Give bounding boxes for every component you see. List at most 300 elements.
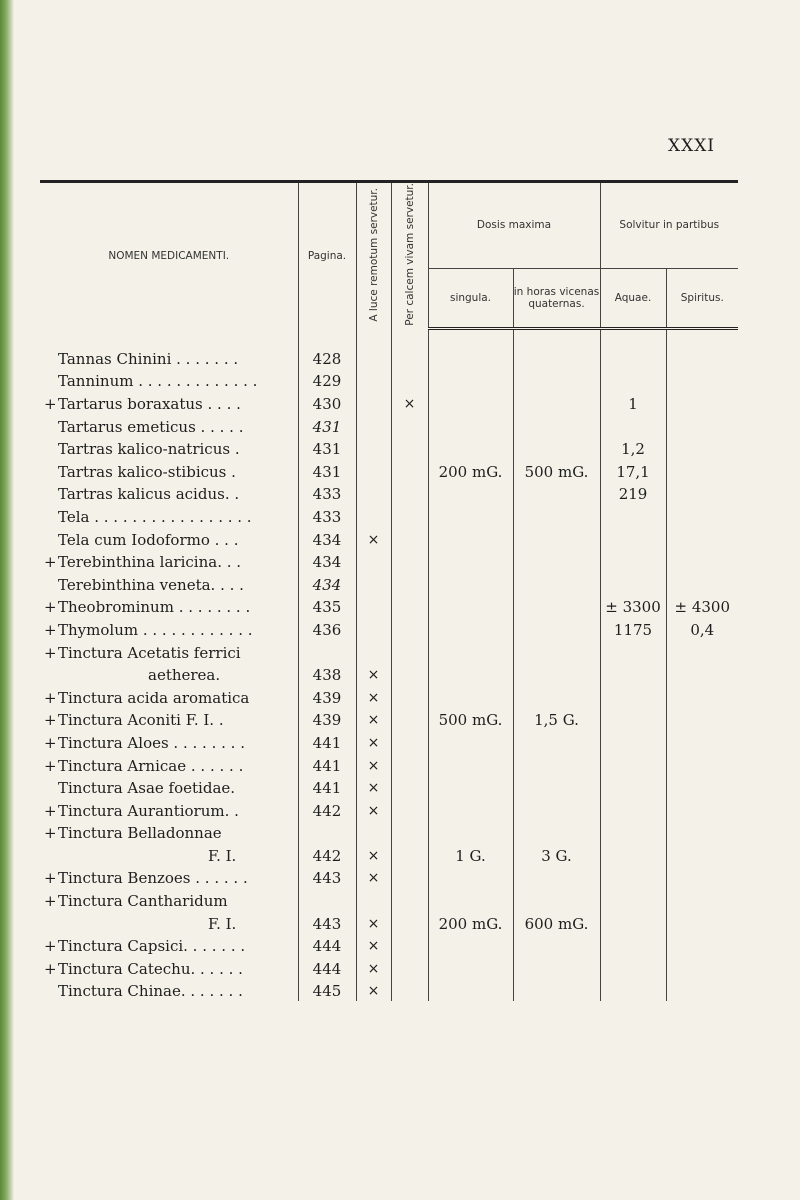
- table-row: [40, 934, 738, 957]
- lime-mark: [391, 708, 428, 731]
- page-cell: 430: [298, 391, 356, 414]
- solv-spirit: [666, 504, 738, 527]
- medicament-name: [40, 956, 298, 979]
- table-row: [40, 979, 738, 1002]
- solv-spirit: [666, 482, 738, 505]
- medicament-name: [40, 550, 298, 573]
- solv-water: 1,2: [600, 437, 666, 460]
- dose-daily: [513, 776, 600, 799]
- name-text: Terebinthina laricina. . .: [58, 553, 242, 572]
- medicament-name: [40, 369, 298, 392]
- lime-mark: [391, 640, 428, 663]
- medicament-name: [40, 504, 298, 527]
- table-row: [40, 663, 738, 686]
- dose-daily: [513, 572, 600, 595]
- solv-water: [600, 911, 666, 934]
- dose-daily: [513, 369, 600, 392]
- name-text: Tanninum . . . . . . . . . . . . .: [58, 372, 258, 391]
- lime-mark: [391, 911, 428, 934]
- lime-mark: [391, 482, 428, 505]
- medicament-name: [40, 414, 298, 437]
- medicament-name: [40, 685, 298, 708]
- header-dose-daily: in horas vicenas quaternas.: [513, 268, 600, 329]
- dose-single: [428, 888, 513, 911]
- solv-water: [600, 821, 666, 844]
- lime-mark: [391, 843, 428, 866]
- solv-water: [600, 572, 666, 595]
- plus-sign: +: [44, 959, 57, 978]
- solv-water: [600, 798, 666, 821]
- page-cell: 444: [298, 934, 356, 957]
- page-cell: 429: [298, 369, 356, 392]
- dose-single: [428, 437, 513, 460]
- solv-spirit: [666, 730, 738, 753]
- light-mark: ×: [356, 798, 391, 821]
- solv-spirit: ± 4300: [666, 595, 738, 618]
- medicament-name: [40, 934, 298, 957]
- dose-single: [428, 595, 513, 618]
- name-text: Tinctura Benzoes . . . . . .: [58, 869, 248, 888]
- solv-spirit: [666, 956, 738, 979]
- name-text: Tinctura Aloes . . . . . . . .: [58, 733, 245, 752]
- name-text: Tinctura Aconiti F. I. .: [58, 711, 224, 730]
- plus-sign: +: [44, 643, 57, 662]
- light-mark: [356, 595, 391, 618]
- solv-spirit: [666, 329, 738, 369]
- page-cell: 431: [298, 459, 356, 482]
- light-mark: [356, 617, 391, 640]
- light-mark: ×: [356, 979, 391, 1002]
- light-mark: [356, 369, 391, 392]
- solv-spirit: 0,4: [666, 617, 738, 640]
- header-solv: Solvitur in partibus: [600, 182, 738, 269]
- table-row: [40, 595, 738, 618]
- plus-sign: +: [44, 395, 57, 414]
- page-cell: 444: [298, 956, 356, 979]
- medicament-name: [40, 821, 298, 844]
- name-text: F. I.: [208, 914, 237, 933]
- table-row: [40, 459, 738, 482]
- lime-mark: [391, 798, 428, 821]
- solv-water: [600, 843, 666, 866]
- dose-single: [428, 527, 513, 550]
- name-text: Tela . . . . . . . . . . . . . . . . .: [58, 507, 252, 526]
- solv-water: 1175: [600, 617, 666, 640]
- light-mark: ×: [356, 708, 391, 731]
- dose-daily: [513, 934, 600, 957]
- plus-sign: +: [44, 756, 57, 775]
- solv-spirit: [666, 866, 738, 889]
- medicament-name: [40, 572, 298, 595]
- solv-water: [600, 663, 666, 686]
- light-mark: [356, 329, 391, 369]
- page-cell: 435: [298, 595, 356, 618]
- dose-daily: 1,5 G.: [513, 708, 600, 731]
- lime-mark: [391, 329, 428, 369]
- table-row: [40, 391, 738, 414]
- dose-daily: [513, 753, 600, 776]
- medicament-name: [40, 459, 298, 482]
- solv-water: [600, 888, 666, 911]
- dose-single: 200 mG.: [428, 911, 513, 934]
- solv-spirit: [666, 843, 738, 866]
- lime-mark: [391, 527, 428, 550]
- solv-water: 17,1: [600, 459, 666, 482]
- light-mark: ×: [356, 685, 391, 708]
- light-mark: [356, 391, 391, 414]
- dose-single: [428, 329, 513, 369]
- name-text: Tannas Chinini . . . . . . .: [58, 349, 239, 368]
- solv-water: [600, 369, 666, 392]
- table-body: [40, 329, 738, 1002]
- solv-spirit: [666, 685, 738, 708]
- dose-single: [428, 979, 513, 1002]
- dose-single: [428, 572, 513, 595]
- header-name: NOMEN MEDICAMENTI.: [108, 249, 230, 262]
- header-solv-spirit: Spiritus.: [666, 268, 738, 329]
- lime-mark: [391, 595, 428, 618]
- dose-daily: [513, 329, 600, 369]
- page-cell: 445: [298, 979, 356, 1002]
- lime-mark: [391, 730, 428, 753]
- name-text: Tela cum Iodoformo . . .: [58, 530, 239, 549]
- table-row: [40, 730, 738, 753]
- table-row: [40, 821, 738, 844]
- solv-spirit: [666, 459, 738, 482]
- medicament-name: [40, 437, 298, 460]
- medicament-name: [40, 640, 298, 663]
- solv-water: [600, 414, 666, 437]
- solv-water: [600, 753, 666, 776]
- page-cell: 433: [298, 482, 356, 505]
- dose-daily: [513, 979, 600, 1002]
- solv-spirit: [666, 888, 738, 911]
- page-number: XXXI: [668, 136, 716, 156]
- dose-daily: [513, 391, 600, 414]
- name-text: Tinctura acida aromatica: [58, 688, 250, 707]
- dose-daily: [513, 640, 600, 663]
- solv-spirit: [666, 640, 738, 663]
- solv-spirit: [666, 934, 738, 957]
- dose-daily: [513, 730, 600, 753]
- medicament-name: [40, 911, 298, 934]
- lime-mark: [391, 459, 428, 482]
- dose-daily: 500 mG.: [513, 459, 600, 482]
- name-text: Tartras kalico-stibicus .: [58, 462, 236, 481]
- table-row: [40, 482, 738, 505]
- page-cell: [298, 640, 356, 663]
- dose-single: 500 mG.: [428, 708, 513, 731]
- dose-single: [428, 640, 513, 663]
- name-text: Tinctura Catechu. . . . . .: [58, 959, 243, 978]
- solv-spirit: [666, 663, 738, 686]
- medicament-name: [40, 730, 298, 753]
- solv-spirit: [666, 753, 738, 776]
- solv-water: [600, 776, 666, 799]
- solv-spirit: [666, 527, 738, 550]
- lime-mark: [391, 753, 428, 776]
- page-cell: 441: [298, 753, 356, 776]
- page-cell: 431: [298, 437, 356, 460]
- medicament-name: [40, 482, 298, 505]
- dose-daily: [513, 527, 600, 550]
- table-row: [40, 572, 738, 595]
- name-text: Tartras kalicus acidus. .: [58, 485, 240, 504]
- dose-daily: [513, 617, 600, 640]
- lime-mark: [391, 414, 428, 437]
- table-row: [40, 640, 738, 663]
- name-text: Tinctura Belladonnae: [58, 824, 222, 843]
- table-row: [40, 888, 738, 911]
- table-row: [40, 414, 738, 437]
- medicament-name: [40, 753, 298, 776]
- table-header: [40, 182, 738, 329]
- solv-water: [600, 640, 666, 663]
- solv-water: [600, 504, 666, 527]
- name-text: Tinctura Capsici. . . . . . .: [58, 937, 246, 956]
- lime-mark: [391, 663, 428, 686]
- dose-daily: [513, 956, 600, 979]
- plus-sign: +: [44, 869, 57, 888]
- light-mark: [356, 640, 391, 663]
- dose-daily: [513, 798, 600, 821]
- light-mark: ×: [356, 843, 391, 866]
- medicament-name: [40, 617, 298, 640]
- table-row: [40, 708, 738, 731]
- name-text: F. I.: [208, 846, 237, 865]
- medicament-name: [40, 866, 298, 889]
- solv-spirit: [666, 798, 738, 821]
- plus-sign: +: [44, 733, 57, 752]
- dose-single: [428, 821, 513, 844]
- lime-mark: ×: [391, 391, 428, 414]
- dose-single: [428, 753, 513, 776]
- solv-water: 1: [600, 391, 666, 414]
- page-cell: 443: [298, 866, 356, 889]
- solv-water: [600, 866, 666, 889]
- plus-sign: +: [44, 801, 57, 820]
- light-mark: [356, 572, 391, 595]
- header-dose: Dosis maxima: [428, 182, 600, 269]
- dose-single: 1 G.: [428, 843, 513, 866]
- lime-mark: [391, 437, 428, 460]
- name-text: Thymolum . . . . . . . . . . . .: [58, 620, 253, 639]
- table-row: [40, 437, 738, 460]
- medicament-name: [40, 708, 298, 731]
- lime-mark: [391, 866, 428, 889]
- name-text: Tinctura Acetatis ferrici: [58, 643, 241, 662]
- table-row: [40, 753, 738, 776]
- solv-spirit: [666, 708, 738, 731]
- lime-mark: [391, 821, 428, 844]
- page-cell: 438: [298, 663, 356, 686]
- light-mark: ×: [356, 866, 391, 889]
- page-cell: 441: [298, 730, 356, 753]
- light-mark: ×: [356, 730, 391, 753]
- medicament-name: [40, 776, 298, 799]
- light-mark: [356, 459, 391, 482]
- light-mark: [356, 550, 391, 573]
- dose-single: 200 mG.: [428, 459, 513, 482]
- name-text: Tartras kalico-natricus .: [58, 440, 240, 459]
- name-text: Tinctura Cantharidum: [58, 892, 228, 911]
- solv-water: [600, 956, 666, 979]
- table-row: [40, 329, 738, 369]
- solv-spirit: [666, 550, 738, 573]
- table-row: [40, 527, 738, 550]
- name-text: Tinctura Asae foetidae.: [58, 779, 236, 798]
- dose-single: [428, 956, 513, 979]
- lime-mark: [391, 369, 428, 392]
- dose-single: [428, 798, 513, 821]
- name-text: Tartarus boraxatus . . . .: [58, 395, 241, 414]
- solv-spirit: [666, 437, 738, 460]
- table-row: [40, 369, 738, 392]
- page-cell: [298, 821, 356, 844]
- medicament-name: [40, 888, 298, 911]
- medicament-name: [40, 595, 298, 618]
- table-row: [40, 504, 738, 527]
- table-row: [40, 617, 738, 640]
- name-text: Terebinthina veneta. . . .: [58, 575, 244, 594]
- light-mark: ×: [356, 776, 391, 799]
- lime-mark: [391, 572, 428, 595]
- plus-sign: +: [44, 688, 57, 707]
- light-mark: [356, 414, 391, 437]
- name-text: Tinctura Arnicae . . . . . .: [58, 756, 244, 775]
- book-spine-edge: [0, 0, 14, 1200]
- lime-mark: [391, 550, 428, 573]
- solv-water: ± 3300: [600, 595, 666, 618]
- dose-single: [428, 730, 513, 753]
- dose-daily: [513, 414, 600, 437]
- dose-daily: [513, 866, 600, 889]
- table-row: [40, 685, 738, 708]
- page-cell: 428: [298, 329, 356, 369]
- medicament-name: [40, 329, 298, 369]
- dose-daily: [513, 663, 600, 686]
- solv-spirit: [666, 776, 738, 799]
- dose-single: [428, 685, 513, 708]
- page-cell: 433: [298, 504, 356, 527]
- page-cell: 431: [298, 414, 356, 437]
- dose-daily: [513, 685, 600, 708]
- dose-daily: [513, 482, 600, 505]
- page-cell: 441: [298, 776, 356, 799]
- light-mark: ×: [356, 527, 391, 550]
- table-row: [40, 550, 738, 573]
- dose-daily: [513, 550, 600, 573]
- dose-single: [428, 866, 513, 889]
- light-mark: [356, 437, 391, 460]
- medicament-name: [40, 798, 298, 821]
- page-cell: 434: [298, 572, 356, 595]
- page-cell: 436: [298, 617, 356, 640]
- page-cell: [298, 888, 356, 911]
- light-mark: [356, 504, 391, 527]
- plus-sign: +: [44, 892, 57, 911]
- lime-mark: [391, 934, 428, 957]
- solv-spirit: [666, 391, 738, 414]
- dose-single: [428, 776, 513, 799]
- light-mark: ×: [356, 663, 391, 686]
- solv-water: [600, 329, 666, 369]
- solv-water: [600, 934, 666, 957]
- plus-sign: +: [44, 620, 57, 639]
- light-mark: ×: [356, 753, 391, 776]
- solv-spirit: [666, 414, 738, 437]
- light-mark: [356, 888, 391, 911]
- solv-spirit: [666, 369, 738, 392]
- lime-mark: [391, 956, 428, 979]
- solv-water: 219: [600, 482, 666, 505]
- solv-spirit: [666, 572, 738, 595]
- name-text: aetherea.: [148, 666, 221, 685]
- page-cell: 439: [298, 708, 356, 731]
- lime-mark: [391, 685, 428, 708]
- header-lime: Per calcem vivam servetur.: [391, 182, 428, 329]
- header-light: A luce remotum servetur.: [356, 182, 391, 329]
- medicament-table: [40, 180, 738, 1001]
- table-row: [40, 798, 738, 821]
- solv-spirit: [666, 911, 738, 934]
- dose-daily: [513, 821, 600, 844]
- solv-water: [600, 527, 666, 550]
- name-text: Theobrominum . . . . . . . .: [58, 598, 251, 617]
- table-row: [40, 843, 738, 866]
- plus-sign: +: [44, 598, 57, 617]
- lime-mark: [391, 979, 428, 1002]
- name-text: Tartarus emeticus . . . . .: [58, 417, 244, 436]
- dose-single: [428, 934, 513, 957]
- dose-daily: 3 G.: [513, 843, 600, 866]
- solv-water: [600, 708, 666, 731]
- page-cell: 439: [298, 685, 356, 708]
- solv-water: [600, 730, 666, 753]
- dose-single: [428, 391, 513, 414]
- dose-single: [428, 663, 513, 686]
- dose-daily: [513, 437, 600, 460]
- page-cell: 434: [298, 550, 356, 573]
- medicament-name: [40, 843, 298, 866]
- lime-mark: [391, 888, 428, 911]
- table-row: [40, 776, 738, 799]
- lime-mark: [391, 504, 428, 527]
- dose-single: [428, 550, 513, 573]
- plus-sign: +: [44, 824, 57, 843]
- dose-daily: [513, 888, 600, 911]
- light-mark: ×: [356, 956, 391, 979]
- page-cell: 442: [298, 843, 356, 866]
- page-cell: 442: [298, 798, 356, 821]
- lime-mark: [391, 776, 428, 799]
- medicament-name: [40, 663, 298, 686]
- light-mark: [356, 821, 391, 844]
- light-mark: [356, 482, 391, 505]
- header-page: Pagina.: [298, 182, 356, 329]
- solv-water: [600, 979, 666, 1002]
- table-row: [40, 956, 738, 979]
- dose-single: [428, 414, 513, 437]
- dose-single: [428, 369, 513, 392]
- table-row: [40, 911, 738, 934]
- dose-daily: 600 mG.: [513, 911, 600, 934]
- solv-spirit: [666, 979, 738, 1002]
- solv-water: [600, 685, 666, 708]
- header-solv-water: Aquae.: [600, 268, 666, 329]
- plus-sign: +: [44, 937, 57, 956]
- dose-daily: [513, 504, 600, 527]
